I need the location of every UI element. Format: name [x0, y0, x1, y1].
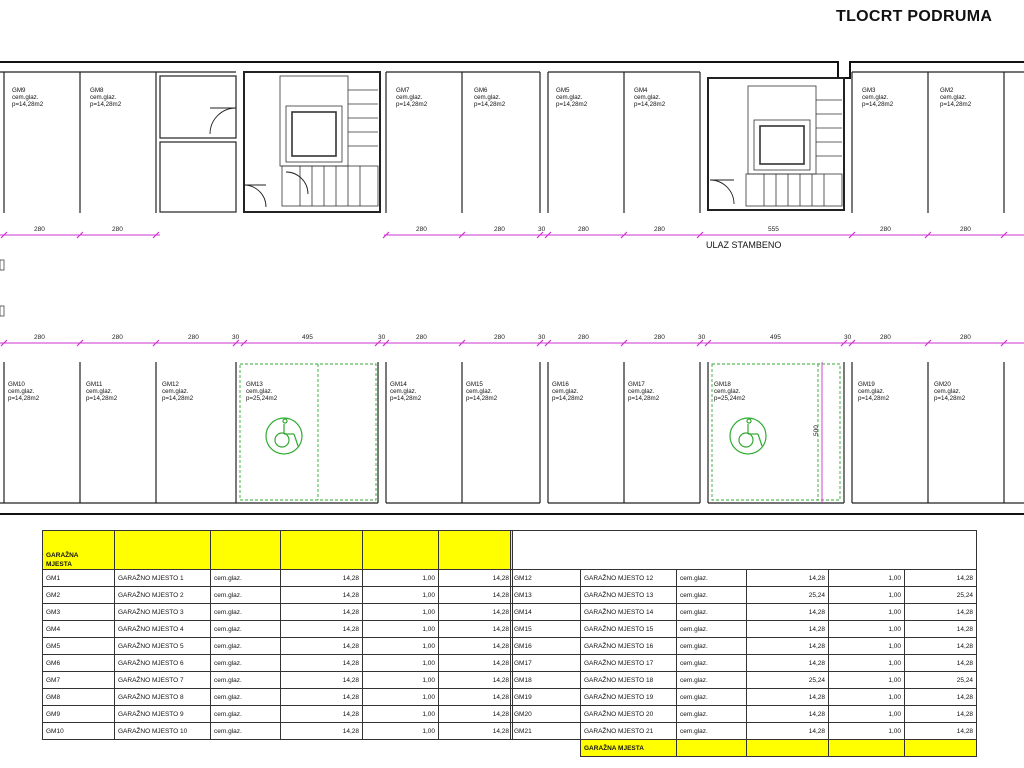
table-cell-total: 14,28 [905, 689, 977, 706]
table-cell-area: 14,28 [281, 672, 363, 689]
table-cell-total: 25,24 [905, 672, 977, 689]
stall-area: p=14,28m2 [90, 101, 122, 108]
table-cell-coef: 1,00 [363, 587, 439, 604]
table-cell-name: GARAŽNO MJESTO 21 [581, 723, 677, 740]
table-cell-name: GARAŽNO MJESTO 10 [115, 723, 211, 740]
side-dimension: 500 [813, 425, 820, 436]
table-cell-name: GARAŽNO MJESTO 12 [581, 570, 677, 587]
table-cell-name: GARAŽNO MJESTO 5 [115, 638, 211, 655]
stall-area: p=25,24m2 [246, 395, 278, 402]
table-cell-total: 14,28 [905, 706, 977, 723]
table-cell-total: 14,28 [439, 638, 513, 655]
stall-area: p=14,28m2 [940, 101, 972, 108]
table-cell-area: 14,28 [281, 570, 363, 587]
dimension-label: 280 [960, 226, 971, 233]
table-row [43, 672, 513, 689]
table-spacer-row [511, 531, 977, 570]
stall-id: GM15 [466, 381, 483, 388]
table-cell-name: GARAŽNO MJESTO 18 [581, 672, 677, 689]
table-cell-mat: cem.glaz. [677, 587, 747, 604]
table-cell-name: GARAŽNO MJESTO 1 [115, 570, 211, 587]
table-header-row [43, 531, 513, 570]
stall-material: cem.glaz. [86, 388, 113, 395]
table-cell-id: GM1 [43, 570, 115, 587]
table-cell-coef: 1,00 [829, 638, 905, 655]
dimension-label: 280 [654, 334, 665, 341]
stall-area: p=14,28m2 [628, 395, 660, 402]
dimension-label: 280 [34, 226, 45, 233]
table-cell-id: GM4 [43, 621, 115, 638]
table-cell-name: GARAŽNO MJESTO 17 [581, 655, 677, 672]
table-summary-row [511, 740, 977, 757]
stall-material: cem.glaz. [634, 94, 661, 101]
table-cell-name: GARAŽNO MJESTO 6 [115, 655, 211, 672]
stall-id: GM10 [8, 381, 25, 388]
table-cell-id: GM16 [511, 638, 581, 655]
dimension-lines [0, 235, 1024, 503]
table-cell-coef: 1,00 [363, 638, 439, 655]
stall-material: cem.glaz. [934, 388, 961, 395]
table-cell-area: 14,28 [747, 638, 829, 655]
storage-room-1 [160, 76, 236, 138]
table-cell-id: GM3 [43, 604, 115, 621]
stall-id: GM20 [934, 381, 951, 388]
stall-material: cem.glaz. [396, 94, 423, 101]
table-cell-name: GARAŽNO MJESTO 4 [115, 621, 211, 638]
table-cell-area: 14,28 [281, 723, 363, 740]
dimension-label: 280 [188, 334, 199, 341]
table-cell-total: 14,28 [439, 689, 513, 706]
table-cell-area: 14,28 [747, 706, 829, 723]
entrance-label: ULAZ STAMBENO [706, 240, 782, 250]
summary-cell [829, 740, 905, 757]
table-row [43, 706, 513, 723]
table-cell-name: GARAŽNO MJESTO 14 [581, 604, 677, 621]
table-cell-mat: cem.glaz. [211, 706, 281, 723]
table-cell-coef: 1,00 [363, 689, 439, 706]
table-cell-area: 14,28 [281, 621, 363, 638]
table-row [43, 621, 513, 638]
stall-area: p=14,28m2 [862, 101, 894, 108]
table-row [511, 570, 977, 587]
table-cell-coef: 1,00 [363, 706, 439, 723]
stall-material: cem.glaz. [858, 388, 885, 395]
stall-area: p=14,28m2 [86, 395, 118, 402]
table-cell-name: GARAŽNO MJESTO 15 [581, 621, 677, 638]
stall-id: GM3 [862, 87, 876, 94]
table-cell-name: GARAŽNO MJESTO 13 [581, 587, 677, 604]
stall-id: GM8 [90, 87, 104, 94]
table-cell-name: GARAŽNO MJESTO 7 [115, 672, 211, 689]
dimension-label: 280 [494, 226, 505, 233]
table-cell-id: GM18 [511, 672, 581, 689]
wheelchair-icon [730, 418, 766, 454]
page-title: TLOCRT PODRUMA [836, 8, 993, 25]
table-cell-id: GM21 [511, 723, 581, 740]
stall-material: cem.glaz. [12, 94, 39, 101]
table-cell-coef: 1,00 [363, 604, 439, 621]
stall-id: GM12 [162, 381, 179, 388]
dimension-label: 495 [302, 334, 313, 341]
stall-area: p=14,28m2 [634, 101, 666, 108]
table-cell-id: GM5 [43, 638, 115, 655]
table-cell-mat: cem.glaz. [211, 655, 281, 672]
dimension-label: 280 [880, 226, 891, 233]
table-row [511, 604, 977, 621]
table-cell-id: GM8 [43, 689, 115, 706]
stall-area: p=14,28m2 [556, 101, 588, 108]
table-cell-coef: 1,00 [363, 672, 439, 689]
table-cell-area: 14,28 [281, 689, 363, 706]
dimension-label: 280 [960, 334, 971, 341]
table-cell-total: 14,28 [905, 621, 977, 638]
dimension-label: 280 [416, 226, 427, 233]
dimension-label: 495 [770, 334, 781, 341]
table-cell-mat: cem.glaz. [211, 638, 281, 655]
dimension-label: 555 [768, 226, 779, 233]
dimension-label: 280 [654, 226, 665, 233]
stall-material: cem.glaz. [390, 388, 417, 395]
table-row [511, 723, 977, 740]
stall-material: cem.glaz. [714, 388, 741, 395]
dimension-label: 30 [232, 334, 240, 341]
table-cell-id: GM14 [511, 604, 581, 621]
table-row [511, 672, 977, 689]
table-cell-name: GARAŽNO MJESTO 2 [115, 587, 211, 604]
table-cell-area: 14,28 [281, 638, 363, 655]
stall-material: cem.glaz. [90, 94, 117, 101]
table-cell-coef: 1,00 [829, 689, 905, 706]
summary-cell [677, 740, 747, 757]
table-cell-mat: cem.glaz. [677, 570, 747, 587]
stall-area: p=14,28m2 [8, 395, 40, 402]
table-cell-area: 14,28 [281, 655, 363, 672]
stall-id: GM9 [12, 87, 26, 94]
stall-area: p=14,28m2 [552, 395, 584, 402]
table-cell-id: GM7 [43, 672, 115, 689]
table-cell-total: 14,28 [905, 604, 977, 621]
table-cell-id: GM12 [511, 570, 581, 587]
table-cell-total: 14,28 [905, 570, 977, 587]
table-row [511, 638, 977, 655]
dimension-label: 280 [578, 334, 589, 341]
table-cell-total: 25,24 [905, 587, 977, 604]
stall-material: cem.glaz. [940, 94, 967, 101]
table-cell-name: GARAŽNO MJESTO 9 [115, 706, 211, 723]
summary-label: GARAŽNA MJESTA [581, 740, 677, 757]
table-cell-mat: cem.glaz. [677, 672, 747, 689]
stall-id: GM4 [634, 87, 648, 94]
table-cell-area: 14,28 [747, 723, 829, 740]
table-row [43, 689, 513, 706]
table-cell-id: GM6 [43, 655, 115, 672]
table-cell-name: GARAŽNO MJESTO 20 [581, 706, 677, 723]
table-cell-total: 14,28 [439, 655, 513, 672]
stall-id: GM18 [714, 381, 731, 388]
table-cell-mat: cem.glaz. [677, 706, 747, 723]
table-cell-mat: cem.glaz. [211, 570, 281, 587]
stall-material: cem.glaz. [862, 94, 889, 101]
stall-id: GM2 [940, 87, 954, 94]
stall-area: p=14,28m2 [12, 101, 44, 108]
table-cell-mat: cem.glaz. [677, 604, 747, 621]
table-cell-mat: cem.glaz. [677, 621, 747, 638]
table-cell-area: 14,28 [747, 621, 829, 638]
table-row [511, 587, 977, 604]
table-cell-total: 14,28 [905, 638, 977, 655]
storage-room-2 [160, 142, 236, 212]
table-cell-name: GARAŽNO MJESTO 19 [581, 689, 677, 706]
table-cell-mat: cem.glaz. [677, 638, 747, 655]
table-cell-area: 14,28 [747, 689, 829, 706]
table-cell-id: GM13 [511, 587, 581, 604]
table-row [511, 655, 977, 672]
dimension-label: 280 [112, 334, 123, 341]
header-cell: GARAŽNA MJESTA [43, 531, 115, 570]
table-cell-name: GARAŽNO MJESTO 16 [581, 638, 677, 655]
stall-id: GM19 [858, 381, 875, 388]
stall-area: p=14,28m2 [934, 395, 966, 402]
table-cell-id: GM2 [43, 587, 115, 604]
summary-cell [747, 740, 829, 757]
stall-material: cem.glaz. [466, 388, 493, 395]
outer-walls [0, 62, 1024, 514]
table-cell-total: 14,28 [905, 655, 977, 672]
table-cell-id: GM15 [511, 621, 581, 638]
header-cell [439, 531, 513, 570]
wheelchair-icon [266, 418, 302, 454]
stall-id: GM16 [552, 381, 569, 388]
parking-table-left [42, 530, 513, 740]
table-cell-area: 25,24 [747, 587, 829, 604]
stall-id: GM11 [86, 381, 103, 388]
stall-area: p=14,28m2 [474, 101, 506, 108]
dimension-label: 280 [578, 226, 589, 233]
stall-area: p=14,28m2 [396, 101, 428, 108]
table-cell-mat: cem.glaz. [211, 587, 281, 604]
table-row [43, 604, 513, 621]
table-row [511, 689, 977, 706]
dimension-label: 280 [112, 226, 123, 233]
dimension-label: 280 [416, 334, 427, 341]
bottom-dimensions [1, 334, 1007, 346]
header-cell [363, 531, 439, 570]
table-cell-mat: cem.glaz. [677, 655, 747, 672]
table-cell-id: GM17 [511, 655, 581, 672]
stall-material: cem.glaz. [246, 388, 273, 395]
dimension-label: 280 [880, 334, 891, 341]
table-cell-mat: cem.glaz. [211, 604, 281, 621]
table-cell-coef: 1,00 [363, 655, 439, 672]
table-cell-coef: 1,00 [829, 587, 905, 604]
table-cell-total: 14,28 [439, 723, 513, 740]
table-row [43, 570, 513, 587]
table-cell-id: GM19 [511, 689, 581, 706]
table-cell-coef: 1,00 [829, 723, 905, 740]
table-cell-coef: 1,00 [829, 570, 905, 587]
table-cell-area: 14,28 [747, 604, 829, 621]
table-cell-total: 14,28 [439, 570, 513, 587]
header-cell [281, 531, 363, 570]
doors [210, 108, 734, 207]
dimension-label: 30 [378, 334, 386, 341]
dimension-label: 30 [538, 226, 546, 233]
stall-material: cem.glaz. [8, 388, 35, 395]
dimension-label: 30 [844, 334, 852, 341]
table-cell-name: GARAŽNO MJESTO 8 [115, 689, 211, 706]
table-row [43, 587, 513, 604]
top-dimensions [1, 226, 1007, 238]
table-cell-coef: 1,00 [829, 621, 905, 638]
table-cell-total: 14,28 [439, 706, 513, 723]
dimension-label: 30 [698, 334, 706, 341]
table-cell-coef: 1,00 [829, 672, 905, 689]
left-edge-marks [0, 260, 4, 316]
top-wall [0, 62, 1024, 78]
table-cell-area: 14,28 [747, 655, 829, 672]
table-cell-total: 14,28 [439, 604, 513, 621]
table-cell-area: 14,28 [281, 587, 363, 604]
stall-id: GM5 [556, 87, 570, 94]
table-cell-area: 14,28 [281, 604, 363, 621]
summary-cell [905, 740, 977, 757]
table-row [43, 638, 513, 655]
stall-area: p=14,28m2 [466, 395, 498, 402]
table-cell-total: 14,28 [439, 621, 513, 638]
table-row [43, 655, 513, 672]
table-cell-mat: cem.glaz. [677, 689, 747, 706]
stall-material: cem.glaz. [552, 388, 579, 395]
header-cell [115, 531, 211, 570]
stall-area: p=25,24m2 [714, 395, 746, 402]
table-cell-id: GM20 [511, 706, 581, 723]
header-cell [211, 531, 281, 570]
table-row [43, 723, 513, 740]
dimension-label: 280 [34, 334, 45, 341]
table-cell-coef: 1,00 [363, 570, 439, 587]
stall-area: p=14,28m2 [390, 395, 422, 402]
table-cell-area: 25,24 [747, 672, 829, 689]
table-cell-coef: 1,00 [829, 604, 905, 621]
table-cell-name: GARAŽNO MJESTO 3 [115, 604, 211, 621]
table-row [511, 706, 977, 723]
stall-id: GM6 [474, 87, 488, 94]
table-cell-coef: 1,00 [829, 655, 905, 672]
stall-id: GM13 [246, 381, 263, 388]
table-cell-total: 14,28 [439, 587, 513, 604]
stall-id: GM17 [628, 381, 645, 388]
table-cell-coef: 1,00 [363, 621, 439, 638]
dimension-label: 30 [538, 334, 546, 341]
table-cell-id: GM10 [43, 723, 115, 740]
stall-material: cem.glaz. [474, 94, 501, 101]
table-row [511, 621, 977, 638]
table-cell-mat: cem.glaz. [211, 723, 281, 740]
table-cell-mat: cem.glaz. [211, 672, 281, 689]
stall-id: GM7 [396, 87, 410, 94]
stall-id: GM14 [390, 381, 407, 388]
stall-material: cem.glaz. [628, 388, 655, 395]
table-cell-mat: cem.glaz. [677, 723, 747, 740]
table-cell-coef: 1,00 [829, 706, 905, 723]
dimension-label: 280 [494, 334, 505, 341]
stall-area: p=14,28m2 [858, 395, 890, 402]
stall-material: cem.glaz. [556, 94, 583, 101]
table-cell-area: 14,28 [281, 706, 363, 723]
stall-area: p=14,28m2 [162, 395, 194, 402]
table-cell-total: 14,28 [905, 723, 977, 740]
table-cell-id: GM9 [43, 706, 115, 723]
table-cell-mat: cem.glaz. [211, 689, 281, 706]
table-cell-total: 14,28 [439, 672, 513, 689]
parking-table-right [510, 530, 977, 757]
table-cell-area: 14,28 [747, 570, 829, 587]
table-cell-coef: 1,00 [363, 723, 439, 740]
table-cell-mat: cem.glaz. [211, 621, 281, 638]
stall-material: cem.glaz. [162, 388, 189, 395]
